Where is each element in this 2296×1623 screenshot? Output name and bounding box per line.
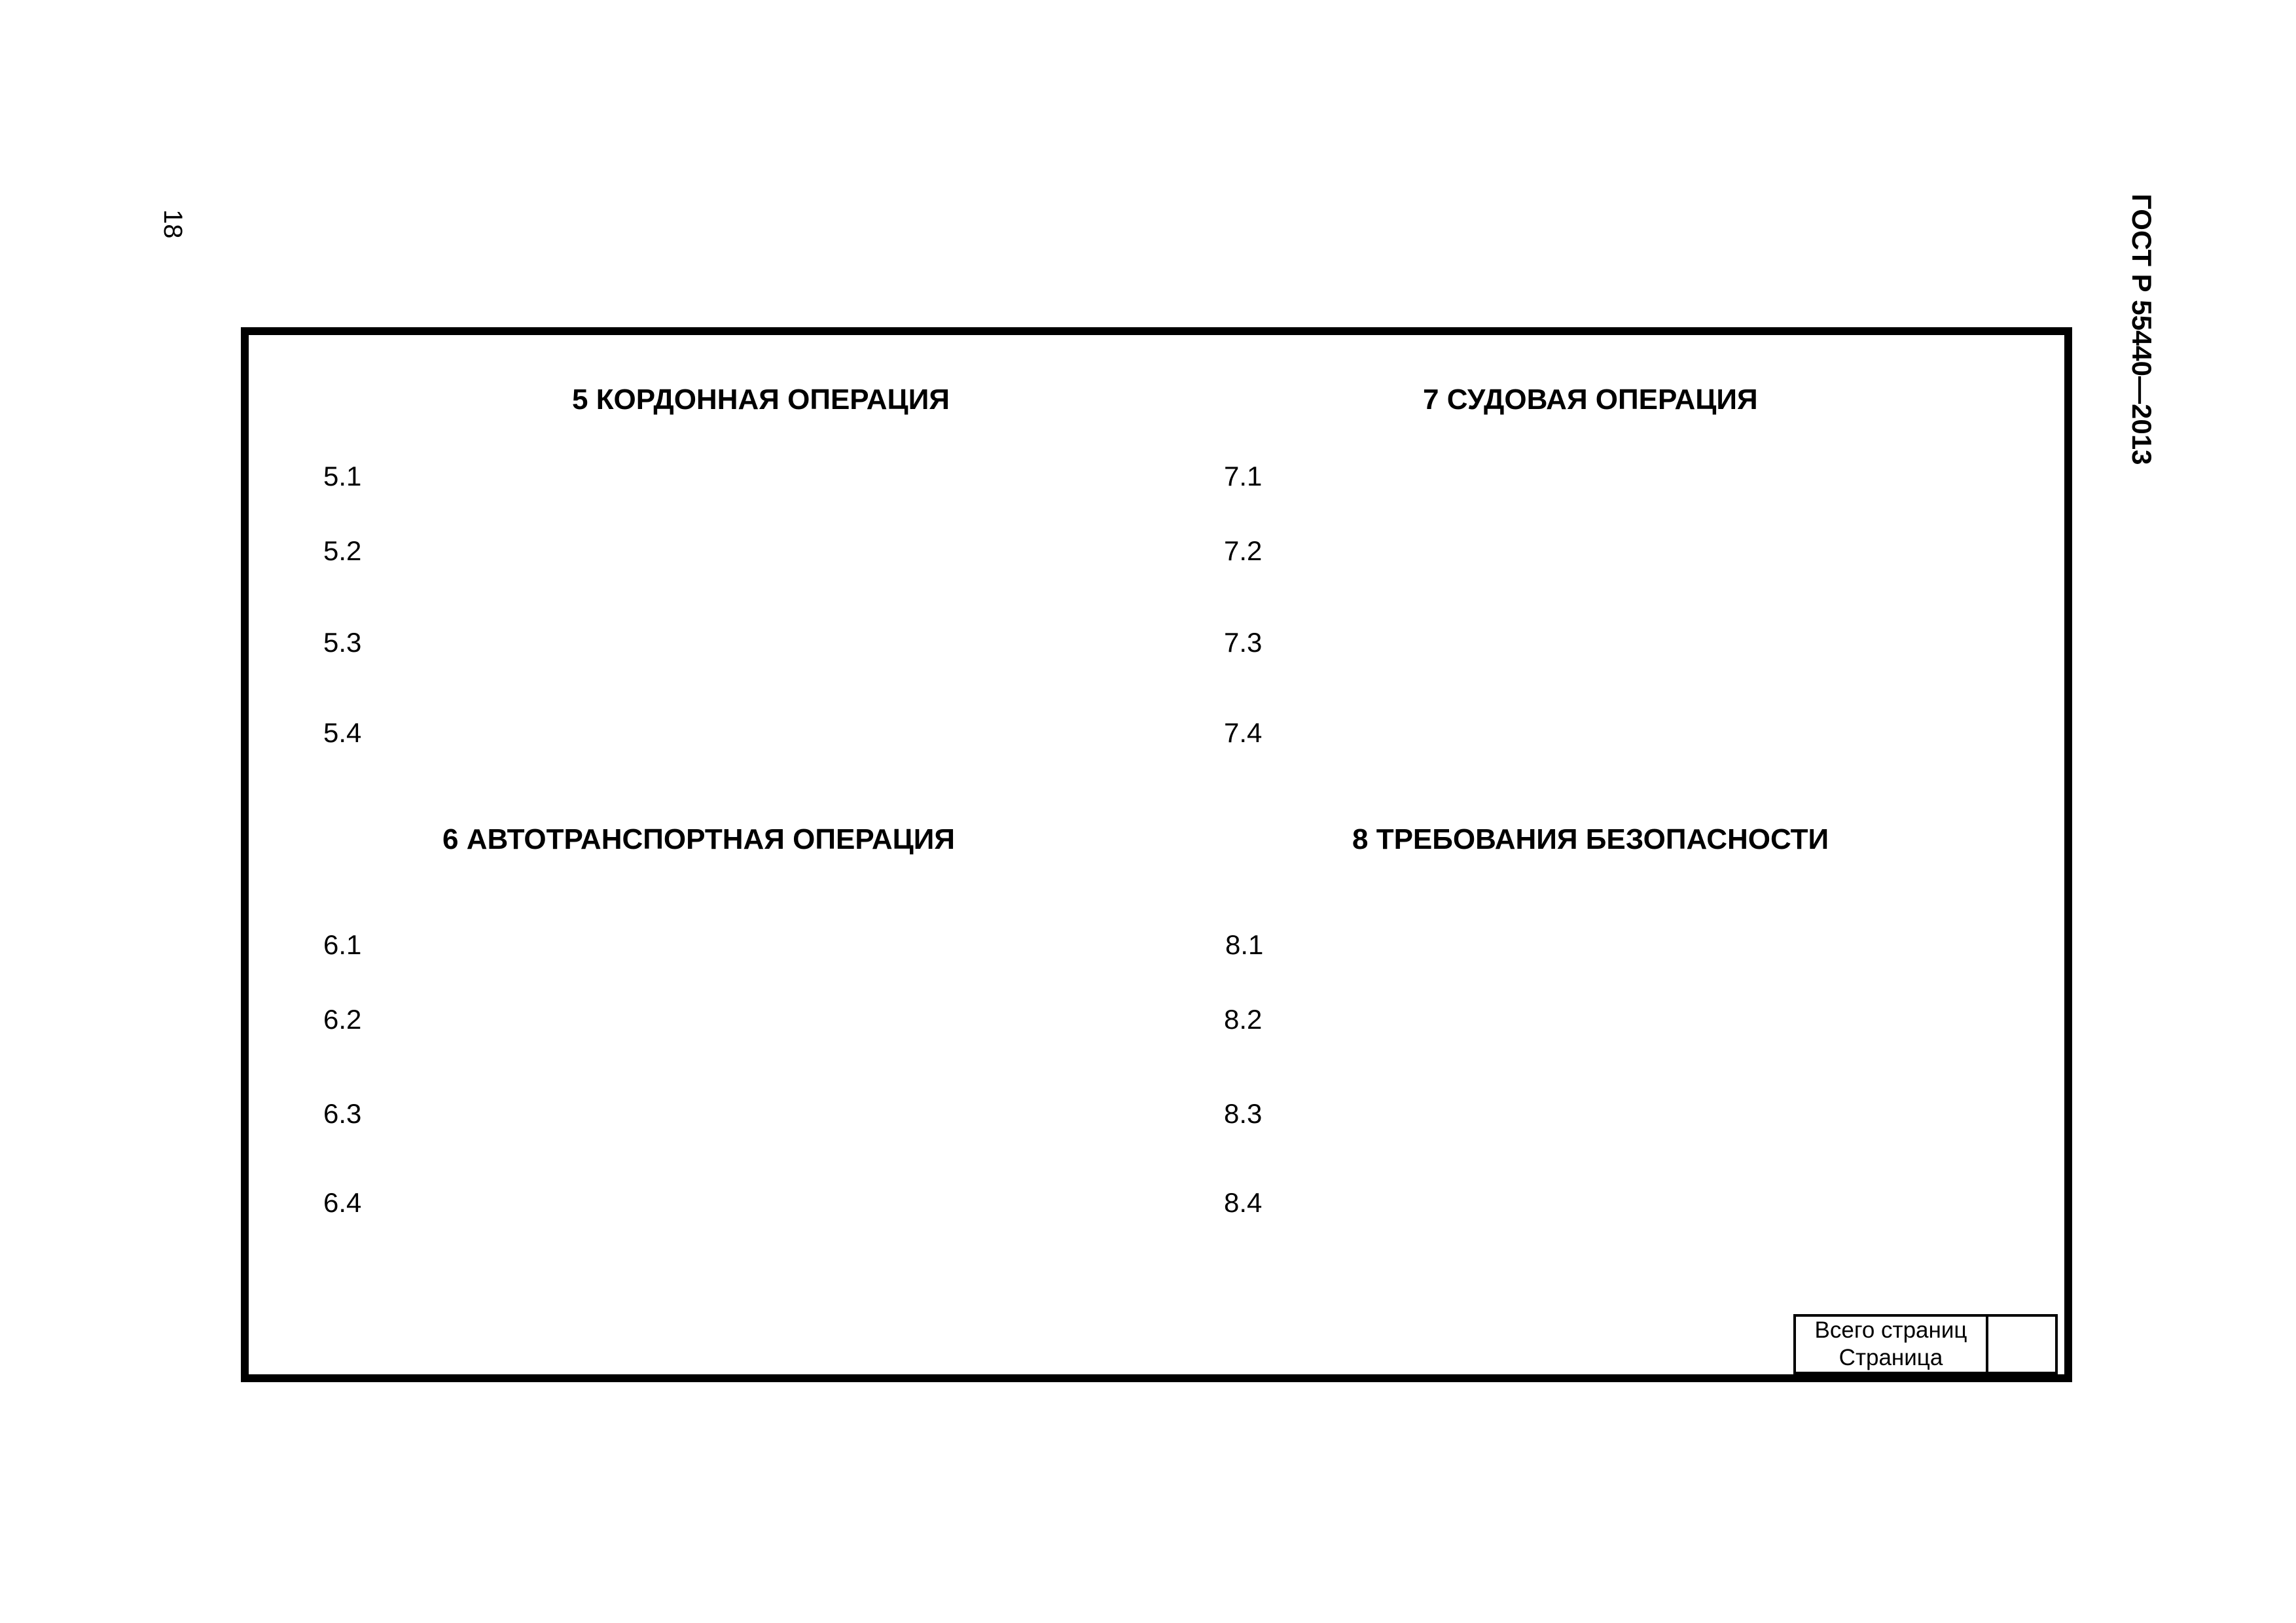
stamp-labels (1796, 1317, 1988, 1372)
total-pages-label: Всего страниц (1814, 1317, 1967, 1343)
clause-5-4: 5.4 (323, 717, 362, 748)
clause-6-3: 6.3 (323, 1098, 362, 1129)
section-5-title: 5 КОРДОННАЯ ОПЕРАЦИЯ (572, 383, 950, 416)
page-number: 18 (158, 209, 187, 239)
page-label: Страница (1839, 1345, 1943, 1370)
clause-5-3: 5.3 (323, 627, 362, 658)
clause-6-2: 6.2 (323, 1004, 362, 1035)
clause-6-4: 6.4 (323, 1187, 362, 1218)
stamp-value-cell (1988, 1317, 2055, 1372)
section-8-title: 8 ТРЕБОВАНИЯ БЕЗОПАСНОСТИ (1352, 823, 1829, 855)
pages-stamp (1793, 1314, 2058, 1374)
clause-5-2: 5.2 (323, 535, 362, 566)
clause-7-3: 7.3 (1224, 627, 1263, 658)
clause-8-1: 8.1 (1225, 929, 1264, 960)
section-6-title: 6 АВТОТРАНСПОРТНАЯ ОПЕРАЦИЯ (442, 823, 955, 855)
clause-6-1: 6.1 (323, 929, 362, 960)
clause-7-2: 7.2 (1224, 535, 1263, 566)
clause-7-1: 7.1 (1224, 461, 1263, 491)
document-code: ГОСТ Р 55440—2013 (2126, 194, 2157, 465)
clause-8-2: 8.2 (1224, 1004, 1263, 1035)
clause-8-4: 8.4 (1224, 1187, 1263, 1218)
clause-8-3: 8.3 (1224, 1098, 1263, 1129)
section-7-title: 7 СУДОВАЯ ОПЕРАЦИЯ (1423, 383, 1758, 416)
clause-7-4: 7.4 (1224, 717, 1263, 748)
clause-5-1: 5.1 (323, 461, 362, 491)
